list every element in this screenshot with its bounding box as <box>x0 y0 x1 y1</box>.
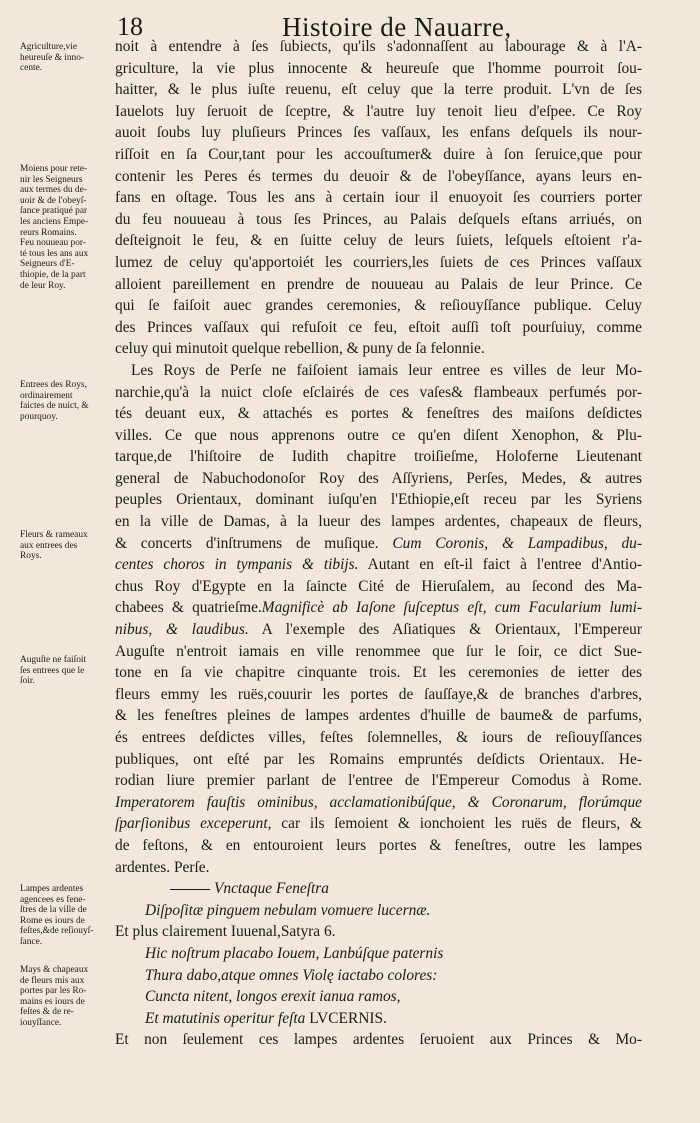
verse-line <box>115 878 642 900</box>
verse-text: Et matutinis operitur feſta <box>145 1009 306 1027</box>
latin-quote: ſparſionibus exceperunt, <box>115 815 272 833</box>
verse-dash <box>170 889 210 890</box>
text-line: noit à entendre à ſes ſubiects, qu'ils s'adonnaſſent au labourage & à l'A- <box>115 38 642 55</box>
text-line: chus Roy d'Egypte en la ſaincte Cité de Hieruſalem, au ſecond des Ma- <box>115 577 642 595</box>
text-run: chabees & quatrieſme. <box>115 599 262 617</box>
text-line <box>115 533 642 555</box>
text-line: qui ſe faiſoit auec grandes ceremonies, & reſiouyſſance publique. Celuy <box>115 297 642 315</box>
text-line: riſſoit en ſa Cour,tant pour les accouſtumer& duire à ſon ſeruice,que pour <box>115 145 642 163</box>
text-line: Auguſte n'entroit iamais en ville renommee que ſur le ſoir, ce dict Sue- <box>115 642 642 660</box>
text-line: ardentes. Perſe. <box>115 858 210 876</box>
text-line: lumez de celuy qu'apportoiét les courriers,les ſuiets de ces Princes vaſſaux <box>115 253 642 271</box>
text-line: villes. Ce que nous apprenons outre ce qu'en diſent Xenophon, & Plu- <box>115 426 642 444</box>
page-number: 18 <box>117 12 143 41</box>
text-line: Et plus clairement Iuuenal,Satyra 6. <box>115 923 336 941</box>
text-line: rodian liure premier parlant de l'entree de l'Empereur Comodus à Rome. <box>115 772 642 790</box>
text-line: griculture, la vie plus innocente & heureuſe que l'homme pourroit ſou- <box>115 59 642 77</box>
text-line: tarque,de l'hiſtoire de Iudith chapitre troiſieſme, Holoferne Lieutenant <box>115 448 642 466</box>
text-line: contenir les Peres és termes du deuoir & de l'obeyſſance, ayans leurs en- <box>115 167 642 185</box>
latin-quote: nibus, & laudibus. <box>115 621 249 639</box>
margin-note-agriculture: Agriculture,vie heureuſe & inno- cente. <box>20 42 85 74</box>
text-line: tés deuant eux, & attachés es portes & feneſtres des maiſons deſdictes <box>115 405 642 423</box>
text-line: general de Nabuchodonoſor Roy des Aſſyriens, Perſes, Medes, & autres <box>115 469 642 487</box>
text-line <box>115 619 642 641</box>
text-line: tone en ſa vie chapitre cinquante trois. Et les ceremonies de ietter des <box>115 664 642 682</box>
text-line: fans en oſtage. Tous les ans à certain iour il enuoyoit ſes courriers porter <box>115 189 642 207</box>
text-line <box>115 597 642 619</box>
verse-line <box>115 1008 642 1030</box>
text-run: Autant en eſt-il faict à l'entree d'Antio- <box>367 556 643 574</box>
latin-quote: Imperatorem fauſtis ominibus, acclamationibúſque, & Coronarum, florúmque <box>115 793 642 811</box>
text-line: alloient pareillement en prendre de nouueau au Palais de leur Prince. Ce <box>115 275 642 293</box>
text-line: fleurs emmy les ruës,couurir les portes de ſauſſaye,& de branches d'arbres, <box>115 685 642 703</box>
latin-quote: Magnificè ab Iaſone ſuſceptus eſt, cum Facularium lumi- <box>261 599 643 617</box>
paragraph-start: Les Roys de Perſe ne faiſoient iamais leur entree es villes de leur Mo- <box>131 361 642 379</box>
text-run: car ils ſemoient & ionchoient les ruës de fleurs, & <box>281 815 643 833</box>
text-line: és entrees deſdictes villes, feſtes ſolemnelles, & iours de reſiouyſſances <box>115 729 642 746</box>
text-run: A l'exemple des Aſiatiques & Orientaux, l'Empereur <box>261 621 642 639</box>
text-line: publiques, ont eſté par les Romains empruntés deſdicts Orientaux. He- <box>115 750 642 768</box>
text-line <box>115 813 642 835</box>
verse-line: Cuncta nitent, longos erexit ianua ramos, <box>145 988 401 1006</box>
margin-note-lampes: Lampes ardentes agencees es fene- ſtres de la ville de Rome es iours de feſtes,&de reſiouyſ- ſance. <box>20 884 94 947</box>
margin-note-seigneurs: Moiens pour rete- nir les Seigneurs aux termes du de- uoir & de l'obeyſ- ſance pratiqué par les anciens Empe- reurs Romains. Feu nouueau por- té tous les ans aux Seigneurs d'E- thiopie, de la part de leur Roy. <box>20 164 89 291</box>
text-line: deſteignoit le feu, & en ſuitte celuy de leurs ſuiets, leſquels eſtoient r'a- <box>115 232 642 250</box>
margin-note-fleurs: Fleurs & rameaux aux entrees des Roys. <box>20 530 88 562</box>
text-line: haitter, & le plus iuſte reuenu, eſt celuy que la terre produit. L'vn de ſes <box>115 81 642 99</box>
text-line: Iauelots luy ſeruoit de ſceptre, & l'autre luy tenoit lieu d'eſpee. Ce Roy <box>115 102 642 120</box>
text-run: & concerts d'inſtrumens de muſique. <box>115 534 379 552</box>
verse-line: Diſpoſitæ pinguem nebulam vomuere lucernæ. <box>145 901 431 919</box>
body-text <box>115 36 642 1051</box>
margin-note-entrees-nuit: Entrees des Roys, ordinairement faictes de nuict, & pourquoy. <box>20 380 89 422</box>
verse-line: Hic noſtrum placabo Iouem, Lanbúſque paternis <box>145 944 444 962</box>
margin-notes <box>0 0 112 1123</box>
text-line: celuy qui minutoit quelque rebellion, & puny de ſa felonnie. <box>115 340 485 358</box>
text-line: auoit ſoubs luy pluſieurs Princes ſes vaſſaux, les enfans deſquels ils nour- <box>115 124 642 142</box>
text-line <box>115 554 642 576</box>
latin-quote: centes choros in tympanis & tibijs. <box>115 556 359 574</box>
text-line: de feſtons, & en entouroient leurs portes & feneſtres, outre les lampes <box>115 836 642 854</box>
verse-text: Vnctaque Feneſtra <box>214 880 329 898</box>
latin-quote: Cum Coronis, & Lampadibus, du- <box>392 534 642 552</box>
text-line: en la ville de Damas, à la lueur des lampes ardentes, chapeaux de fleurs, <box>115 513 642 531</box>
text-line: peuples Orientaux, dominant iuſqu'en l'Ethiopie,eſt receu par les Syriens <box>115 491 642 509</box>
verse-line: Thura dabo,atque omnes Violę iactabo colores: <box>145 966 438 984</box>
verse-caps: LVCERNIS. <box>309 1009 387 1027</box>
running-title: Histoire de Nauarre, <box>282 12 512 42</box>
margin-note-mays: Mays & chapeaux de fleurs mis aux portes par les Ro- mains es iours de feſtes & de re- iouyſſance. <box>20 965 89 1028</box>
text-line: Et non ſeulement ces lampes ardentes ſeruoient aux Princes & Mo- <box>115 1031 642 1049</box>
text-line: du feu nouueau à tous ſes Princes, au Palais deſquels eſtans arriués, on <box>115 210 642 228</box>
text-line: narchie,qu'à la nuict cloſe eſclairés de ces vaſes& flambeaux perfumés por- <box>115 383 642 401</box>
text-line: des Princes vaſſaux qui refuſoit ce feu, eſtoit auſſi toſt pourſuiuy, comme <box>115 318 642 336</box>
text-line: & les feneſtres pleines de lampes ardentes d'huille de baume& de parfums, <box>115 707 642 725</box>
margin-note-auguste: Auguſte ne faiſoit ſes entrees que le ſoir. <box>20 655 87 687</box>
